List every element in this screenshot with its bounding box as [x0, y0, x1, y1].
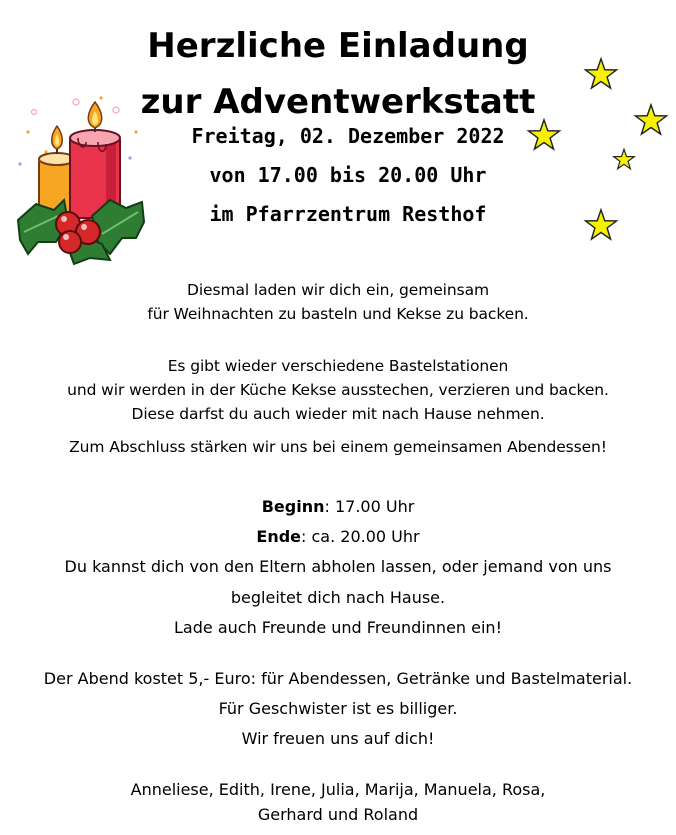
event-date: Freitag, 02. Dezember 2022 — [191, 124, 505, 148]
friends-line: Lade auch Freunde und Freundinnen ein! — [174, 618, 502, 637]
star-icon — [583, 208, 619, 244]
event-place: im Pfarrzentrum Resthof — [209, 202, 487, 226]
star-icon — [633, 103, 669, 139]
invitation-title-line2: zur Adventwerkstatt — [140, 81, 536, 122]
star-icon — [612, 148, 636, 172]
end-label: Ende — [256, 527, 302, 546]
greeting-line: Wir freuen uns auf dich! — [241, 729, 435, 748]
signature-line: Anneliese, Edith, Irene, Julia, Marija, Manuela, Rosa, — [130, 780, 546, 799]
dinner-line: Zum Abschluss stärken wir uns bei einem gemeinsamen Abendessen! — [69, 438, 607, 456]
pickup-line: begleitet dich nach Hause. — [230, 588, 446, 607]
star-icon — [526, 118, 562, 154]
begin-label: Beginn — [261, 497, 325, 516]
event-time: von 17.00 bis 20.00 Uhr — [209, 163, 487, 187]
stations-line: Es gibt wieder verschiedene Bastelstationen — [167, 357, 509, 375]
pickup-line: Du kannst dich von den Eltern abholen lassen, oder jemand von uns — [64, 557, 612, 576]
intro-line: für Weihnachten zu basteln und Kekse zu backen. — [147, 305, 529, 323]
signature-line: Gerhard und Roland — [257, 805, 419, 824]
stations-line: und wir werden in der Küche Kekse ausstechen, verzieren und backen. — [67, 381, 609, 399]
end-time — [0, 529, 676, 545]
invitation-title-line1: Herzliche Einladung — [147, 25, 529, 66]
end-value: : ca. 20.00 Uhr — [301, 527, 420, 546]
begin-time — [0, 499, 676, 515]
siblings-line: Für Geschwister ist es billiger. — [218, 699, 458, 718]
intro-line: Diesmal laden wir dich ein, gemeinsam — [187, 281, 489, 299]
candles-holly-icon — [6, 92, 156, 267]
stations-line: Diese darfst du auch wieder mit nach Hause nehmen. — [131, 405, 545, 423]
star-icon — [583, 57, 619, 93]
begin-value: : 17.00 Uhr — [324, 497, 415, 516]
cost-line: Der Abend kostet 5,- Euro: für Abendessen, Getränke und Bastelmaterial. — [43, 669, 633, 688]
